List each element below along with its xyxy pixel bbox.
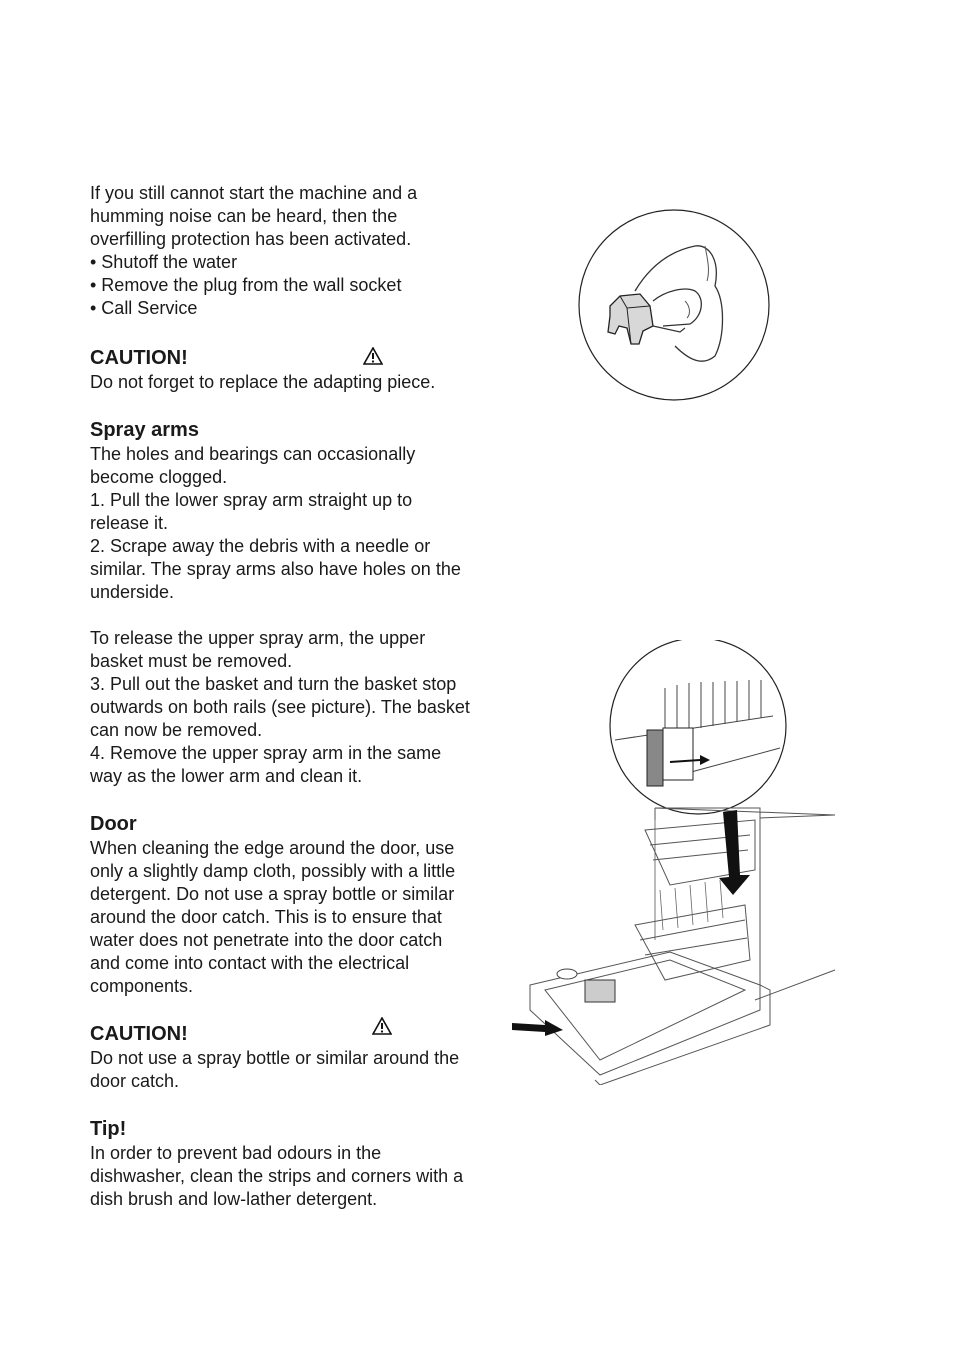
section-title-door: Door — [90, 813, 137, 835]
caution-text: Do not use a spray bottle or similar around the door catch. — [90, 1048, 460, 1091]
warning-triangle-icon — [363, 347, 383, 365]
caution-heading — [90, 345, 470, 371]
spray-arms-step: 4. Remove the upper spray arm in the same way as the lower arm and clean it. — [90, 743, 442, 786]
adapting-piece-illustration — [575, 206, 775, 406]
intro-bullet: • Remove the plug from the wall socket — [90, 275, 402, 295]
dishwasher-basket-illustration — [505, 640, 840, 1085]
intro-paragraph: If you still cannot start the machine and a humming noise can be heard, then the overfilling protection has been activated. — [90, 183, 418, 249]
intro-bullet: • Shutoff the water — [90, 252, 238, 272]
spray-arms-line: To release the upper spray arm, the upper basket must be removed. — [90, 628, 426, 671]
caution-text: Do not forget to replace the adapting piece. — [90, 372, 436, 392]
caution-title: CAUTION! — [90, 1023, 188, 1045]
caution-title: CAUTION! — [90, 347, 188, 369]
warning-triangle-icon — [372, 1017, 392, 1035]
text-column — [90, 182, 470, 1211]
tip-text: In order to prevent bad odours in the dishwasher, clean the strips and corners with a dish brush and low-lather detergent. — [90, 1143, 464, 1209]
spray-arms-line: The holes and bearings can occasionally become clogged. — [90, 444, 416, 487]
section-title-tip: Tip! — [90, 1118, 127, 1140]
spray-arms-step: 3. Pull out the basket and turn the basket stop outwards on both rails (see picture). The basket can now be removed. — [90, 674, 470, 740]
section-title-spray-arms: Spray arms — [90, 419, 199, 441]
intro-bullet: • Call Service — [90, 298, 198, 318]
door-text: When cleaning the edge around the door, use only a slightly damp cloth, possibly with a little detergent. Do not use a spray bottle or similar around the door catch. This is to ensure that water does not penetrate into the door catch and come into contact with the electrical components. — [90, 838, 456, 996]
spray-arms-step: 1. Pull the lower spray arm straight up to release it. — [90, 490, 413, 533]
spray-arms-step: 2. Scrape away the debris with a needle or similar. The spray arms also have holes on the underside. — [90, 536, 461, 602]
caution-heading — [90, 1021, 470, 1047]
